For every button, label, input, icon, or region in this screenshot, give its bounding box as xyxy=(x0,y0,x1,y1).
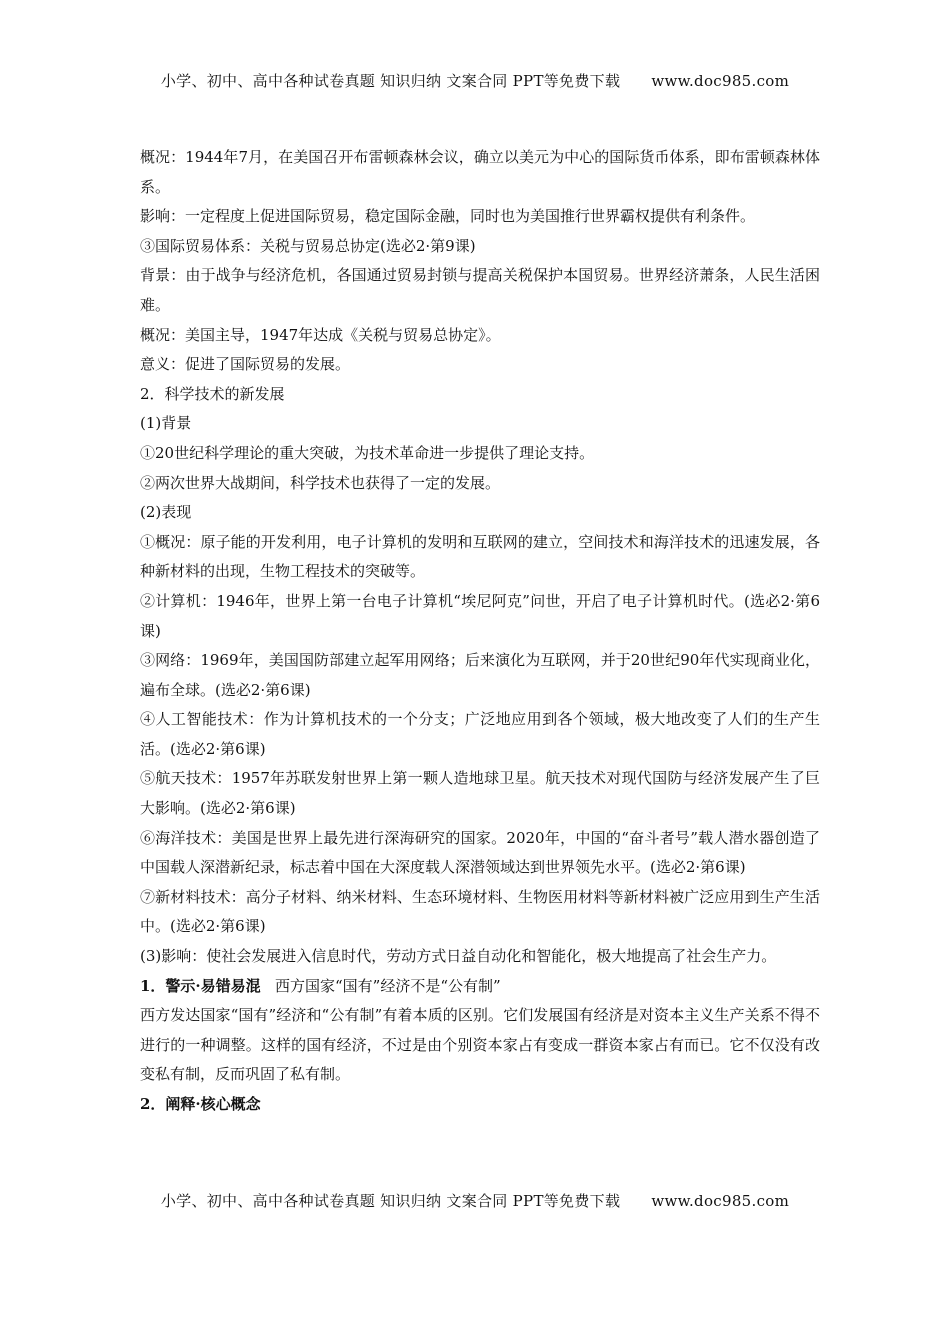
core-concepts-heading: 2．阐释·核心概念 xyxy=(140,1095,261,1113)
science-background-2: ②两次世界大战期间，科学技术也获得了一定的发展。 xyxy=(140,473,501,492)
footer-text: 小学、初中、高中各种试卷真题 知识归纳 文案合同 PPT等免费下载 xyxy=(160,1192,621,1210)
gatt-heading: ③国际贸易体系：关税与贸易总协定(选必2·第9课) xyxy=(140,236,476,255)
manifestation-network: ③网络：1969年，美国国防部建立起军用网络；后来演化为互联网，并于20世纪90年代实现商业化，遍布全球。(选必2·第6课) xyxy=(140,651,820,699)
manifestation-aerospace: ⑤航天技术：1957年苏联发射世界上第一颗人造地球卫星。航天技术对现代国防与经济发展产生了巨大影响。(选必2·第6课) xyxy=(140,769,820,818)
warning-title: 西方国家“国有”经济不是“公有制” xyxy=(274,976,501,995)
science-section-heading: 2．科学技术的新发展 xyxy=(140,384,285,403)
warning-body: 西方发达国家“国有”经济和“公有制”有着本质的区别。它们发展国有经济是对资本主义生产关系不得不进行的一种调整。这样的国有经济，不过是由个别资本家占有变成一群资本家占有而已。它不仅没有改变私有制，反而巩固了私有制。 xyxy=(140,1006,820,1084)
document-body xyxy=(140,143,820,1120)
bretton-woods-overview: 概况：1944年7月，在美国召开布雷顿森林会议，确立以美元为中心的国际货币体系，即布雷顿森林体系。 xyxy=(140,148,820,196)
science-background-heading: (1)背景 xyxy=(140,414,192,433)
manifestation-ai: ④人工智能技术：作为计算机技术的一个分支；广泛地应用到各个领域，极大地改变了人们的生产生活。(选必2·第6课) xyxy=(140,710,820,758)
manifestation-materials: ⑦新材料技术：高分子材料、纳米材料、生态环境材料、生物医用材料等新材料被广泛应用到生产生活中。(选必2·第6课) xyxy=(140,887,820,936)
science-impact: (3)影响：使社会发展进入信息时代，劳动方式日益自动化和智能化，极大地提高了社会生产力。 xyxy=(140,947,777,966)
header-text: 小学、初中、高中各种试卷真题 知识归纳 文案合同 PPT等免费下载 xyxy=(160,72,621,90)
manifestation-computer: ②计算机：1946年，世界上第一台电子计算机“埃尼阿克”问世，开启了电子计算机时代。(选必2·第6课) xyxy=(140,591,820,640)
gatt-significance: 意义：促进了国际贸易的发展。 xyxy=(140,355,351,374)
page-footer xyxy=(0,1190,950,1211)
gatt-overview: 概况：美国主导，1947年达成《关税与贸易总协定》。 xyxy=(140,325,501,344)
manifestation-overview: ①概况：原子能的开发利用，电子计算机的发明和互联网的建立，空间技术和海洋技术的迅速发展，各种新材料的出现，生物工程技术的突破等。 xyxy=(140,532,820,581)
warning-label: 1．警示·易错易混 xyxy=(140,976,261,995)
bretton-woods-impact: 影响：一定程度上促进国际贸易，稳定国际金融，同时也为美国推行世界霸权提供有利条件。 xyxy=(140,207,756,226)
gatt-background: 背景：由于战争与经济危机，各国通过贸易封锁与提高关税保护本国贸易。世界经济萧条，人民生活困难。 xyxy=(140,266,820,314)
page-header xyxy=(0,70,950,91)
footer-site[interactable]: www.doc985.com xyxy=(651,1192,790,1210)
manifestation-ocean: ⑥海洋技术：美国是世界上最先进行深海研究的国家。2020年，中国的“奋斗者号”载人潜水器创造了中国载人深潜新纪录，标志着中国在大深度载人深潜领域达到世界领先水平。(选必2·第6课) xyxy=(140,828,820,877)
science-manifestation-heading: (2)表现 xyxy=(140,503,192,522)
science-background-1: ①20世纪科学理论的重大突破，为技术革命进一步提供了理论支持。 xyxy=(140,443,595,462)
header-site[interactable]: www.doc985.com xyxy=(651,72,790,90)
warning-heading xyxy=(140,972,820,1002)
